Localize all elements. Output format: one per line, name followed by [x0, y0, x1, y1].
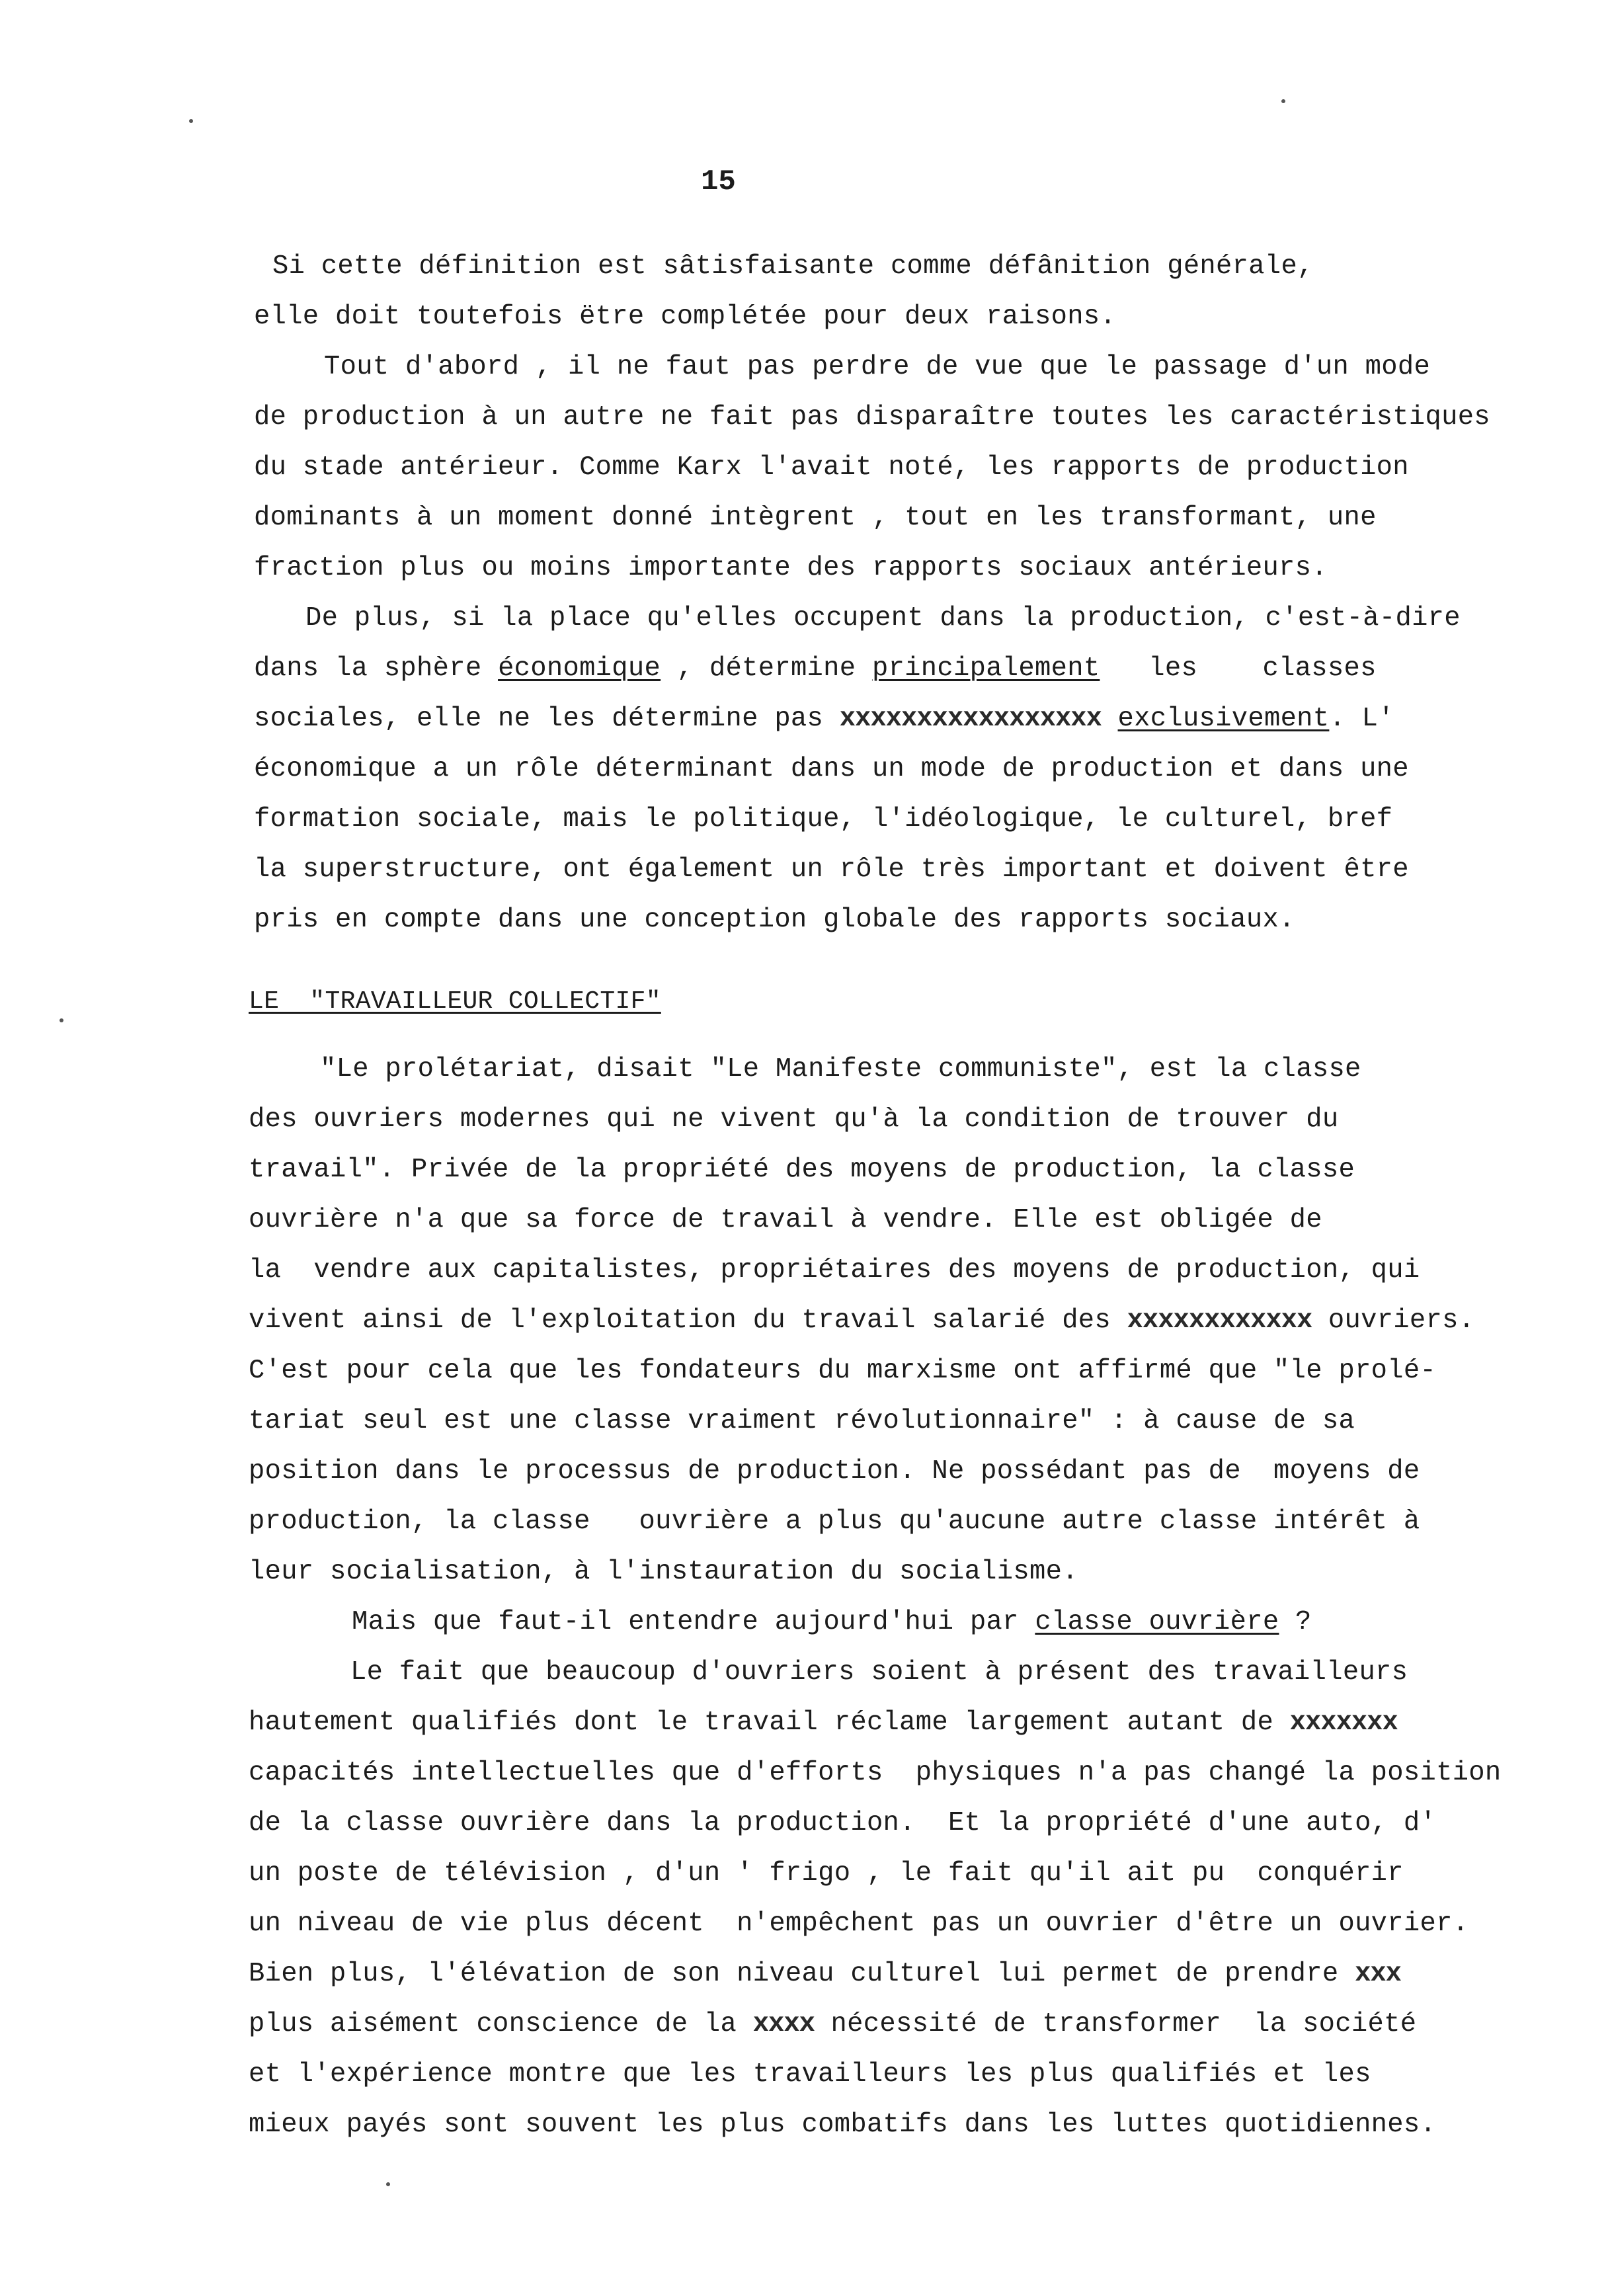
underlined-word: économique [498, 653, 661, 684]
text-line: des ouvriers modernes qui ne vivent qu'à la condition de trouver du [249, 1104, 1339, 1135]
text-line [254, 652, 1377, 685]
text-line: et l'expérience montre que les travailleurs les plus qualifiés et les [249, 2059, 1371, 2090]
text-run: vivent ainsi de l'exploitation du travail salarié des [249, 1305, 1127, 1336]
text-run: plus aisément conscience de la [249, 2009, 753, 2039]
text-line: dominants à un moment donné intègrent , tout en les transformant, une [254, 503, 1377, 533]
text-line: fraction plus ou moins importante des rapports sociaux antérieurs. [254, 553, 1328, 583]
text-line [249, 2008, 1416, 2041]
text-run: Bien plus, l'élévation de son niveau culturel lui permet de prendre [249, 1959, 1355, 1989]
struck-out-text: xxx [1355, 1959, 1401, 1989]
text-line: travail". Privée de la propriété des moyens de production, la classe [249, 1155, 1355, 1185]
text-run: hautement qualifiés dont le travail réclame largement autant de [249, 1707, 1290, 1738]
text-line: elle doit toutefois ëtre complétée pour deux raisons. [254, 302, 1117, 332]
text-run: . L' [1329, 704, 1394, 734]
section-heading: LE "TRAVAILLEUR COLLECTIF" [249, 987, 661, 1016]
text-line: De plus, si la place qu'elles occupent dans la production, c'est-à-dire [305, 603, 1461, 634]
text-line: "Le prolétariat, disait "Le Manifeste communiste", est la classe [320, 1054, 1361, 1085]
scan-speck [60, 1018, 63, 1022]
text-line: Si cette définition est sâtisfaisante comme défânition générale, [272, 251, 1314, 282]
text-line: de production à un autre ne fait pas disparaître toutes les caractéristiques [254, 402, 1490, 432]
scan-speck [1281, 99, 1285, 103]
text-run [1102, 704, 1118, 734]
text-line: tariat seul est une classe vraiment révolutionnaire" : à cause de sa [249, 1406, 1355, 1436]
underlined-word: exclusivement [1117, 704, 1330, 734]
scan-speck [386, 2182, 390, 2186]
text-line: position dans le processus de production. Ne possédant pas de moyens de [249, 1456, 1420, 1487]
text-run: les classes [1100, 653, 1377, 684]
text-line: la vendre aux capitalistes, propriétaires des moyens de production, qui [249, 1255, 1420, 1286]
struck-out-text: xxxx [752, 2009, 815, 2039]
text-line [352, 1606, 1312, 1639]
underlined-word: principalement [871, 653, 1100, 684]
scan-speck [189, 119, 193, 123]
text-line: mieux payés sont souvent les plus combatifs dans les luttes quotidiennes. [249, 2110, 1437, 2140]
text-line: de la classe ouvrière dans la production. Et la propriété d'une auto, d' [249, 1808, 1437, 1838]
text-line: pris en compte dans une conception globale des rapports sociaux. [254, 905, 1295, 935]
text-line: capacités intellectuelles que d'efforts physiques n'a pas changé la position [249, 1758, 1502, 1788]
text-line [249, 1706, 1398, 1739]
text-line: la superstructure, ont également un rôle très important et doivent être [254, 854, 1409, 885]
text-line: Tout d'abord , il ne faut pas perdre de vue que le passage d'un mode [324, 352, 1431, 382]
text-line [249, 1304, 1474, 1337]
struck-out-text: xxxxxxx [1289, 1707, 1398, 1738]
text-line: Le fait que beaucoup d'ouvriers soient à présent des travailleurs [350, 1657, 1408, 1688]
underlined-word: classe ouvrière [1035, 1607, 1279, 1637]
text-run: Mais que faut-il entendre aujourd'hui par [352, 1607, 1035, 1637]
text-line: C'est pour cela que les fondateurs du marxisme ont affirmé que "le prolé- [249, 1356, 1437, 1386]
text-line [254, 702, 1394, 735]
text-run: dans la sphère [254, 653, 499, 684]
text-line: un niveau de vie plus décent n'empêchent pas un ouvrier d'être un ouvrier. [249, 1908, 1469, 1939]
text-line: production, la classe ouvrière a plus qu'aucune autre classe intérêt à [249, 1506, 1420, 1537]
struck-out-text: xxxxxxxxxxxx [1127, 1305, 1312, 1336]
page-number: 15 [701, 165, 736, 198]
text-run: , détermine [661, 653, 872, 684]
text-line: leur socialisation, à l'instauration du socialisme. [249, 1557, 1078, 1587]
text-line: formation sociale, mais le politique, l'idéologique, le culturel, bref [254, 804, 1393, 835]
text-line: économique a un rôle déterminant dans un mode de production et dans une [254, 754, 1409, 784]
text-line [249, 1957, 1401, 1990]
text-run: sociales, elle ne les détermine pas [254, 704, 840, 734]
text-run: nécessité de transformer la société [814, 2009, 1417, 2039]
struck-out-text: xxxxxxxxxxxxxxxxx [839, 704, 1102, 734]
text-line: un poste de télévision , d'un ' frigo , le fait qu'il ait pu conquérir [249, 1858, 1404, 1889]
text-run: ouvriers. [1312, 1305, 1475, 1336]
text-line: ouvrière n'a que sa force de travail à vendre. Elle est obligée de [249, 1205, 1322, 1235]
text-line: du stade antérieur. Comme Karx l'avait noté, les rapports de production [254, 452, 1409, 483]
text-run: ? [1279, 1607, 1312, 1637]
